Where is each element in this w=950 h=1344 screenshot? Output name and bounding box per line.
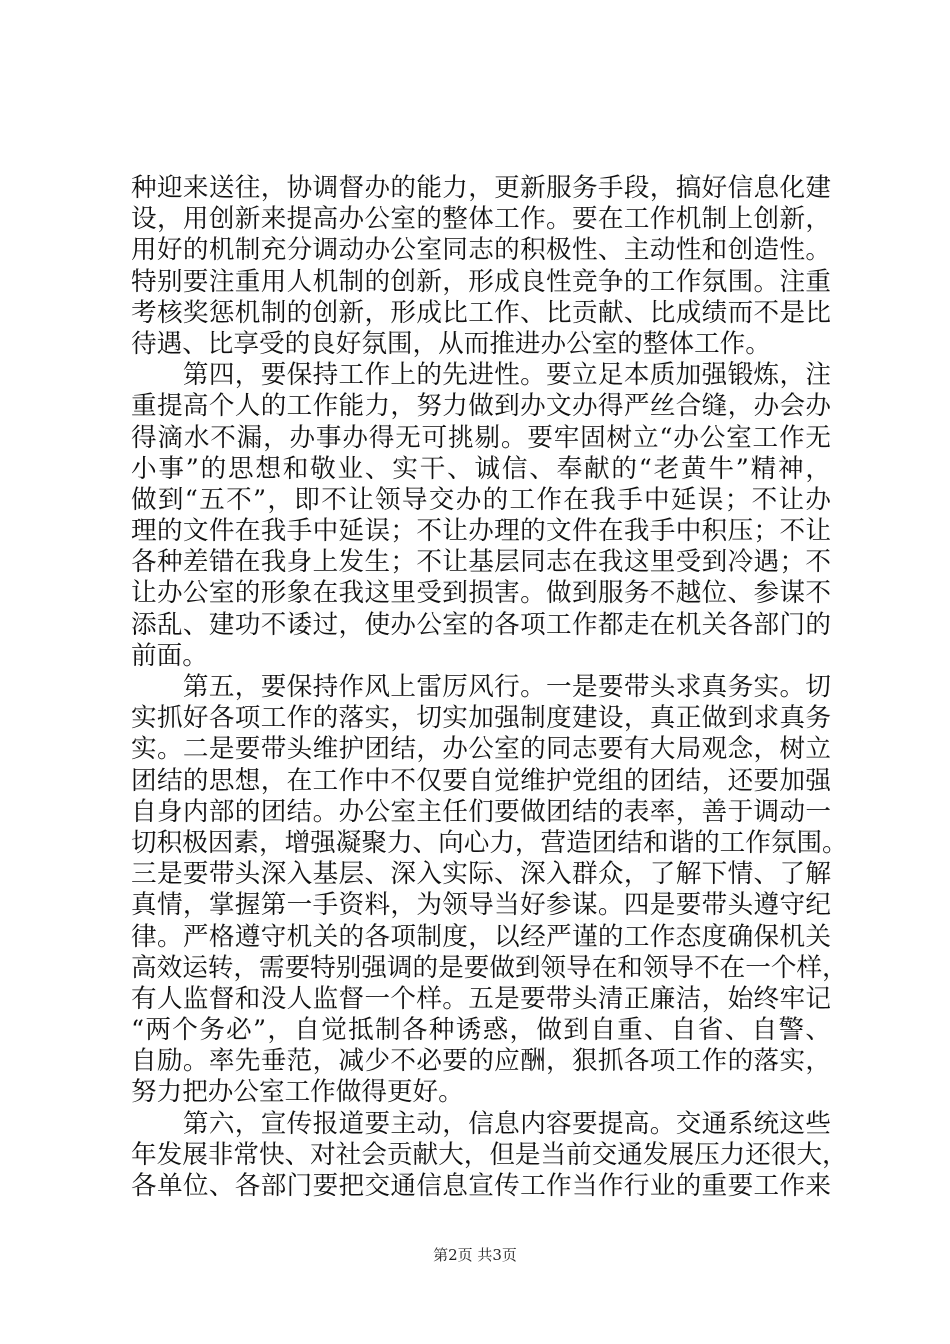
text-line: 实抓好各项工作的落实，切实加强制度建设，真正做到求真务 xyxy=(131,703,831,734)
text-line: 做到“五不”，即不让领导交办的工作在我手中延误；不让办 xyxy=(131,484,831,515)
text-line: 前面。 xyxy=(131,640,208,671)
text-line: 高效运转，需要特别强调的是要做到领导在和领导不在一个样， xyxy=(131,952,848,983)
text-line: 待遇、比享受的良好氛围，从而推进办公室的整体工作。 xyxy=(131,328,771,359)
text-line: 自身内部的团结。办公室主任们要做团结的表率，善于调动一 xyxy=(131,796,831,827)
text-line: 努力把办公室工作做得更好。 xyxy=(131,1077,464,1108)
text-line: 重提高个人的工作能力，努力做到办文办得严丝合缝，办会办 xyxy=(131,391,831,422)
text-line: 第五，要保持作风上雷厉风行。一是要带头求真务实。切 xyxy=(131,672,831,702)
text-line: 让办公室的形象在我这里受到损害。做到服务不越位、参谋不 xyxy=(131,578,831,609)
text-line: 自励。率先垂范，减少不必要的应酬，狠抓各项工作的落实， xyxy=(131,1046,831,1077)
text-line: 有人监督和没人监督一个样。五是要带头清正廉洁，始终牢记 xyxy=(131,983,831,1014)
body-text xyxy=(131,173,848,1202)
text-line: 各种差错在我身上发生；不让基层同志在我这里受到冷遇；不 xyxy=(131,547,831,578)
text-line: 第六，宣传报道要主动，信息内容要提高。交通系统这些 xyxy=(131,1108,831,1139)
text-line: 得滴水不漏，办事办得无可挑剔。要牢固树立“办公室工作无 xyxy=(131,422,831,453)
text-line: 切积极因素，增强凝聚力、向心力，营造团结和谐的工作氛围。 xyxy=(131,827,848,858)
text-line: 特别要注重用人机制的创新，形成良性竞争的工作氛围。注重 xyxy=(131,266,831,297)
text-line: 小事”的思想和敬业、实干、诚信、奉献的“老黄牛”精神， xyxy=(131,453,831,484)
text-line: 各单位、各部门要把交通信息宣传工作当作行业的重要工作来 xyxy=(131,1171,831,1201)
text-line: 律。严格遵守机关的各项制度，以经严谨的工作态度确保机关 xyxy=(131,921,831,952)
text-line: 第四，要保持工作上的先进性。要立足本质加强锻炼，注 xyxy=(131,360,831,391)
text-line: 团结的思想，在工作中不仅要自觉维护党组的团结，还要加强 xyxy=(131,765,831,796)
text-line: 年发展非常快、对社会贡献大，但是当前交通发展压力还很大， xyxy=(131,1139,848,1170)
text-line: 理的文件在我手中延误；不让办理的文件在我手中积压；不让 xyxy=(131,516,831,547)
text-line: 三是要带头深入基层、深入实际、深入群众，了解下情、了解 xyxy=(131,859,831,890)
text-line: 真情，掌握第一手资料，为领导当好参谋。四是要带头遵守纪 xyxy=(131,890,831,921)
text-line: 考核奖惩机制的创新，形成比工作、比贡献、比成绩而不是比 xyxy=(131,297,831,328)
text-line: “两个务必”，自觉抵制各种诱惑，做到自重、自省、自警、 xyxy=(131,1015,831,1046)
text-line: 种迎来送往，协调督办的能力，更新服务手段，搞好信息化建 xyxy=(131,173,831,203)
text-line: 用好的机制充分调动办公室同志的积极性、主动性和创造性。 xyxy=(131,235,831,266)
text-line: 实。二是要带头维护团结，办公室的同志要有大局观念，树立 xyxy=(131,734,831,765)
text-line: 添乱、建功不诿过，使办公室的各项工作都走在机关各部门的 xyxy=(131,609,831,640)
text-line: 设，用创新来提高办公室的整体工作。要在工作机制上创新， xyxy=(131,204,831,235)
page-footer: 第2页 共3页 xyxy=(433,1246,517,1264)
